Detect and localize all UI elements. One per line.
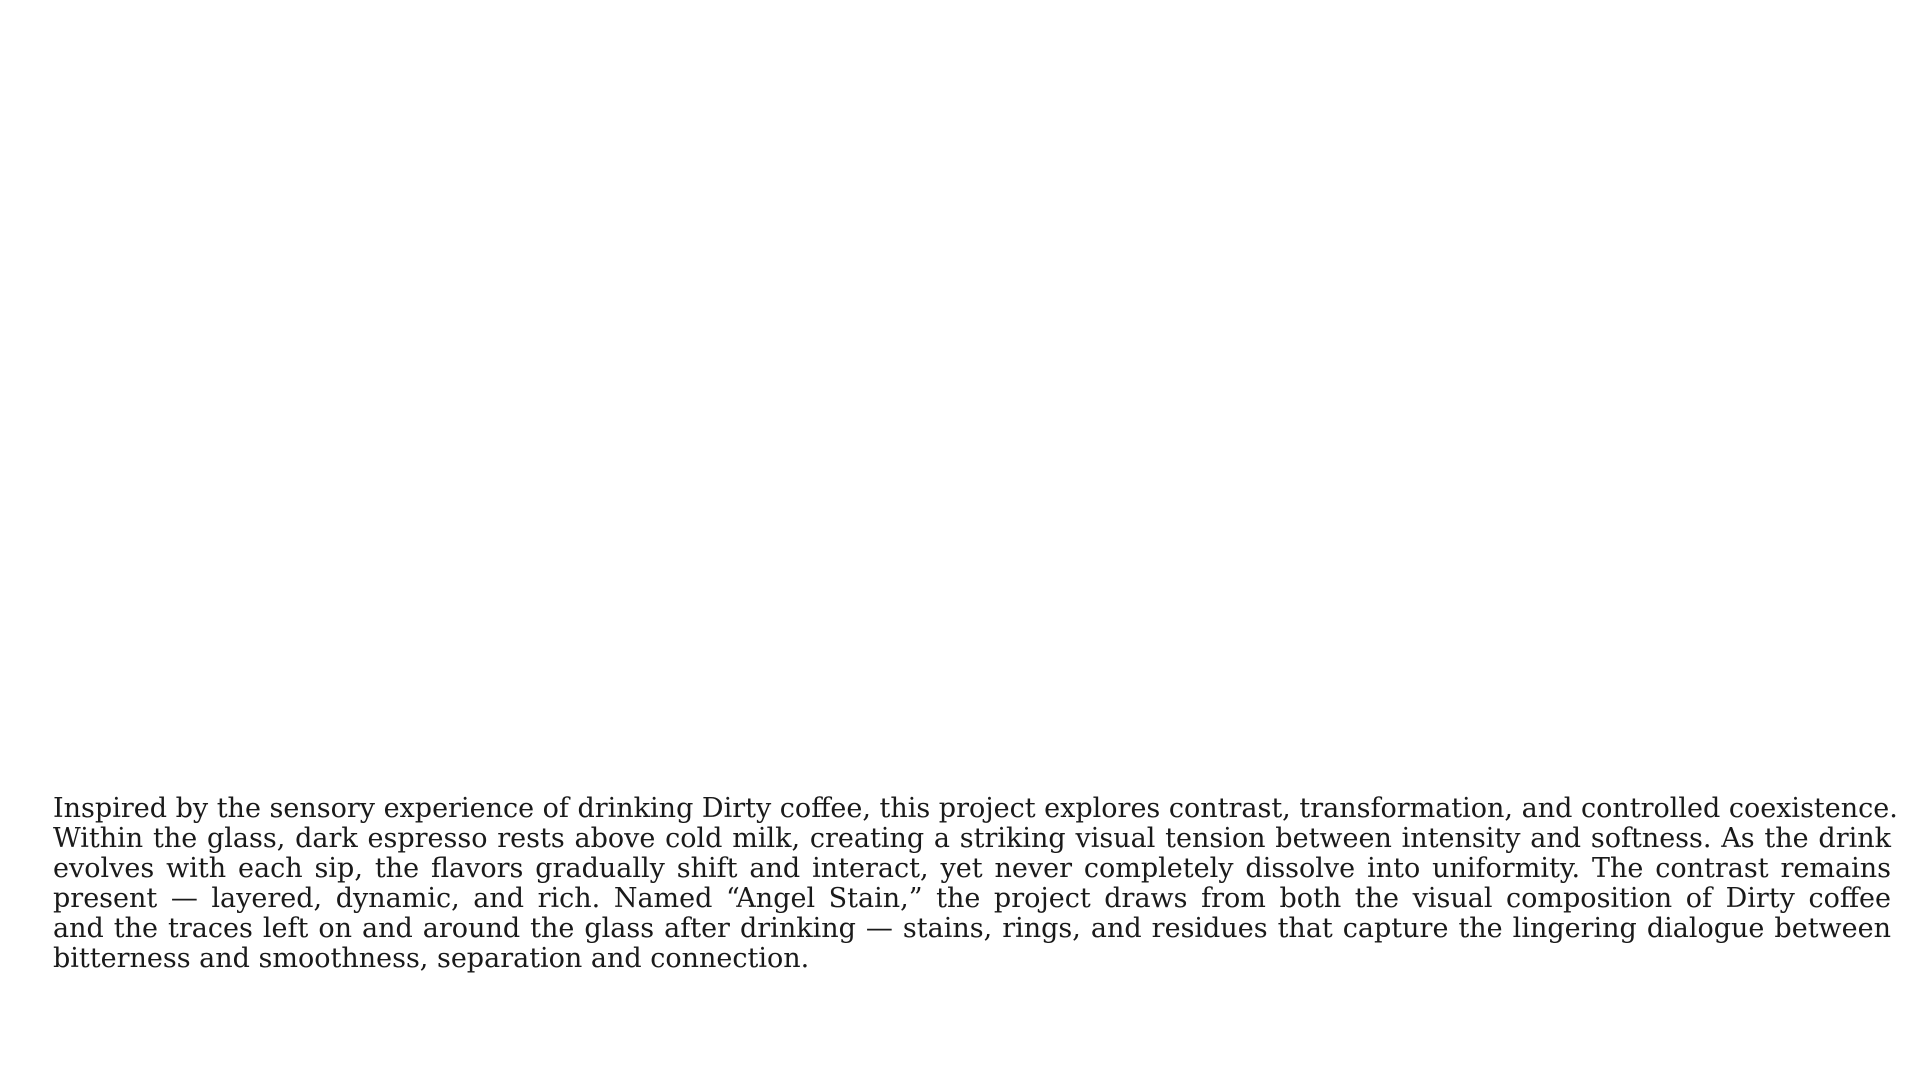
project-description (53, 793, 1898, 974)
description-line-1: Inspired by the sensory experience of drinking Dirty coffee, this project explores contrast, transformation, and controlled coexistence. (53, 793, 1898, 824)
description-line-3: evolves with each sip, the flavors gradually shift and interact, yet never completely dissolve into uniformity. The contrast remains (53, 853, 1891, 884)
description-line-2: Within the glass, dark espresso rests above cold milk, creating a striking visual tension between intensity and softness. As the drink (53, 823, 1891, 854)
description-line-6: bitterness and smoothness, separation and connection. (53, 943, 810, 974)
description-line-5: and the traces left on and around the glass after drinking — stains, rings, and residues that capture the lingering dialogue between (53, 913, 1891, 944)
description-line-4: present — layered, dynamic, and rich. Named “Angel Stain,” the project draws from both the visual composition of Dirty coffee (53, 883, 1891, 914)
